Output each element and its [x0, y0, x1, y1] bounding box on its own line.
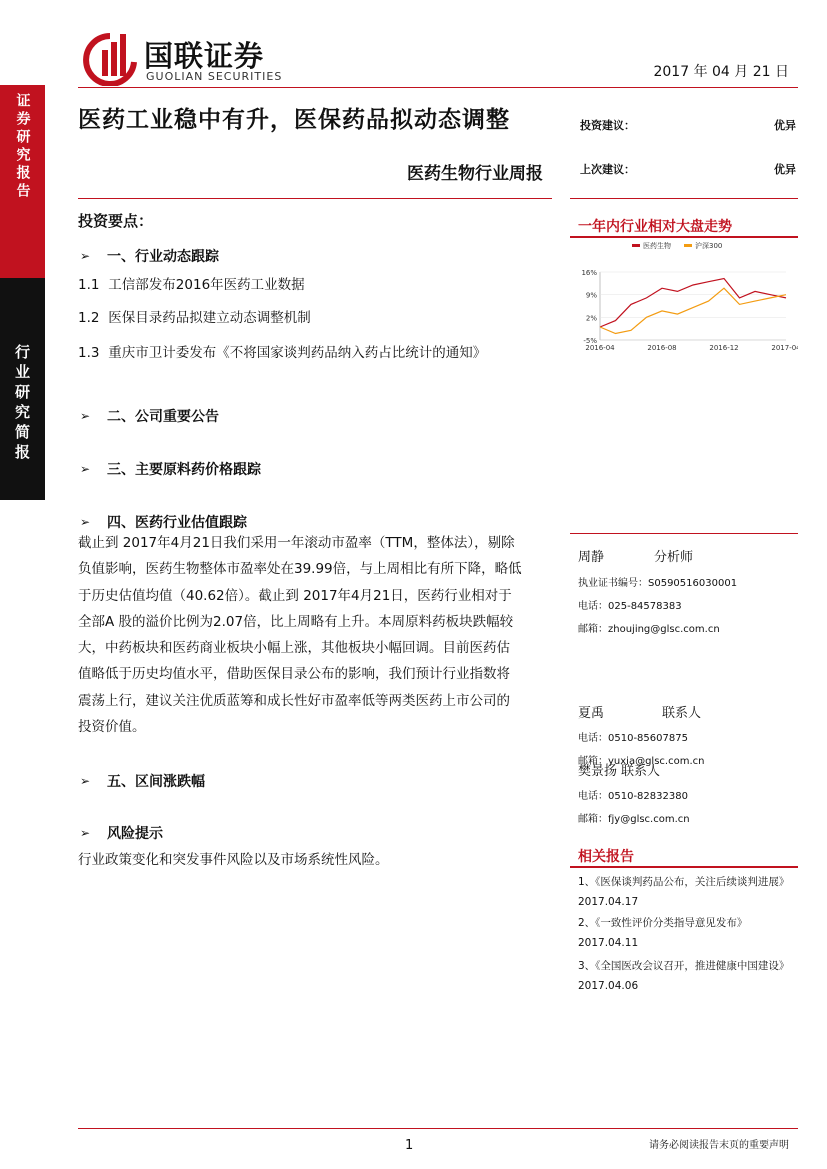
- x-tick-label: 2016-08: [647, 344, 677, 352]
- risk-text: 行业政策变化和突发事件风险以及市场系统性风险。: [78, 852, 389, 868]
- report-subtitle: 医药生物行业周报: [407, 164, 543, 184]
- logo-chinese-name: 国联证券: [144, 39, 265, 73]
- previous-rating-value: 优异: [774, 163, 796, 176]
- legend-swatch: [684, 244, 692, 247]
- contact-role: 分析师: [654, 550, 694, 565]
- report-title: 医药工业稳中有升，医保药品拟动态调整: [78, 106, 510, 133]
- contact-name: 周静: [578, 550, 605, 565]
- section-heading: ➢ 一、行业动态跟踪: [80, 249, 219, 265]
- section-heading: ➢ 五、区间涨跌幅: [80, 774, 205, 790]
- section-heading: ➢ 风险提示: [80, 826, 163, 842]
- valuation-paragraph: 截止到 2017年4月21日我们采用一年滚动市盈率（TTM，整体法），剔除 负值影响，医药生物整体市盈率处在39.99倍，与上周相比有所下降，略低 于历史估值均值（40.62倍）。截止到 2017年4月21日，医药行业相对于 全部A 股的溢价比例为2.07倍，比上周略有上升。本周原料药板块跌幅较 大，中药板块和医药商业板块小幅上涨，其他板块小幅回调。目前医药估 值略低于历史均值水平，借助医保目录公布的影响，我们预计行业指数将 震荡上行，建议关注优质蓝筹和成长性好市盈率低等两类医药上市公司的 投资价值。: [78, 535, 522, 736]
- related-report-title[interactable]: 3、《全国医改会议召开，推进健康中国建设》: [578, 960, 790, 972]
- contact-role: 联系人: [662, 706, 702, 721]
- arrow-bullet-icon: ➢: [80, 462, 91, 476]
- section-heading: ➢ 三、主要原料药价格跟踪: [80, 462, 261, 478]
- title-divider: [78, 198, 552, 199]
- related-report-date: 2017.04.17: [578, 896, 639, 908]
- rating-value: 优异: [774, 119, 796, 132]
- rating-divider: [570, 198, 798, 199]
- previous-rating-label: 上次建议：: [580, 163, 635, 176]
- contact-line: 电话：0510-85607875: [578, 733, 688, 744]
- arrow-bullet-icon: ➢: [80, 409, 91, 423]
- y-tick-label: 9%: [585, 291, 597, 300]
- arrow-bullet-icon: ➢: [80, 826, 91, 840]
- y-tick-label: 16%: [581, 269, 597, 277]
- side-tab-label: 证券研究报告: [14, 93, 31, 201]
- x-tick-label: 2017-04: [771, 344, 798, 352]
- footer-divider: [78, 1128, 798, 1129]
- footer-disclaimer: 请务必阅读报告末页的重要声明: [649, 1140, 789, 1151]
- related-reports-heading: 相关报告: [578, 849, 634, 865]
- contact-card: [578, 760, 690, 825]
- legend-swatch: [632, 244, 640, 247]
- contact-card: [578, 702, 704, 767]
- x-tick-label: 2016-04: [585, 344, 615, 352]
- contact-line: 执业证书编号：S0590516030001: [578, 578, 738, 589]
- related-underline: [570, 866, 798, 868]
- series-line: [600, 279, 786, 328]
- related-report-title[interactable]: 1、《医保谈判药品公布，关注后续谈判进展》: [578, 876, 790, 888]
- legend-label: 沪深300: [695, 242, 723, 250]
- section-heading: ➢ 四、医药行业估值跟踪: [80, 515, 247, 531]
- contacts-divider: [570, 533, 798, 534]
- contact-line: 邮箱：fjy@glsc.com.cn: [578, 814, 690, 825]
- contact-line: 电话：025-84578383: [578, 601, 682, 612]
- side-tab-label: 行业研究简报: [13, 344, 31, 464]
- contact-card: [578, 546, 737, 635]
- related-report-title[interactable]: 2、《一致性评价分类指导意见发布》: [578, 917, 748, 929]
- list-item: 1.2 医保目录药品拟建立动态调整机制: [78, 310, 311, 326]
- logo-emblem-icon: [80, 32, 138, 86]
- arrow-bullet-icon: ➢: [80, 249, 91, 263]
- contact-line: 邮箱：yuxia@glsc.com.cn: [578, 756, 705, 767]
- related-report-date: 2017.04.06: [578, 980, 639, 992]
- list-item: 1.1 工信部发布2016年医药工业数据: [78, 277, 305, 293]
- legend-label: 医药生物: [643, 242, 671, 250]
- contact-role: 联系人: [621, 764, 661, 779]
- page-number: 1: [405, 1138, 414, 1153]
- y-tick-label: 2%: [585, 314, 597, 323]
- chart-title: 一年内行业相对大盘走势: [578, 219, 732, 235]
- rating-label: 投资建议：: [580, 119, 635, 132]
- side-tab-industry-brief: [0, 278, 45, 500]
- company-logo: [80, 32, 310, 86]
- key-points-heading: 投资要点：: [78, 212, 154, 230]
- arrow-bullet-icon: ➢: [80, 774, 91, 788]
- related-report-date: 2017.04.11: [578, 937, 639, 949]
- report-date: 2017 年 04 月 21 日: [653, 64, 789, 80]
- relative-trend-chart: [570, 238, 798, 356]
- side-tab-research-report: [0, 85, 45, 280]
- header-divider: [78, 87, 798, 88]
- logo-english-name: GUOLIAN SECURITIES: [146, 70, 283, 83]
- y-tick-label: -5%: [583, 337, 597, 345]
- contact-name: 夏禹: [578, 706, 605, 721]
- contact-name: 樊景扬: [578, 764, 618, 779]
- arrow-bullet-icon: ➢: [80, 515, 91, 529]
- line-chart: [570, 238, 798, 356]
- contact-line: 邮箱：zhoujing@glsc.com.cn: [578, 624, 720, 635]
- list-item: 1.3 重庆市卫计委发布《不将国家谈判药品纳入药占比统计的通知》: [78, 345, 487, 361]
- series-line: [600, 288, 786, 333]
- section-heading: ➢ 二、公司重要公告: [80, 409, 219, 425]
- contact-line: 电话：0510-82832380: [578, 791, 688, 802]
- x-tick-label: 2016-12: [709, 344, 739, 352]
